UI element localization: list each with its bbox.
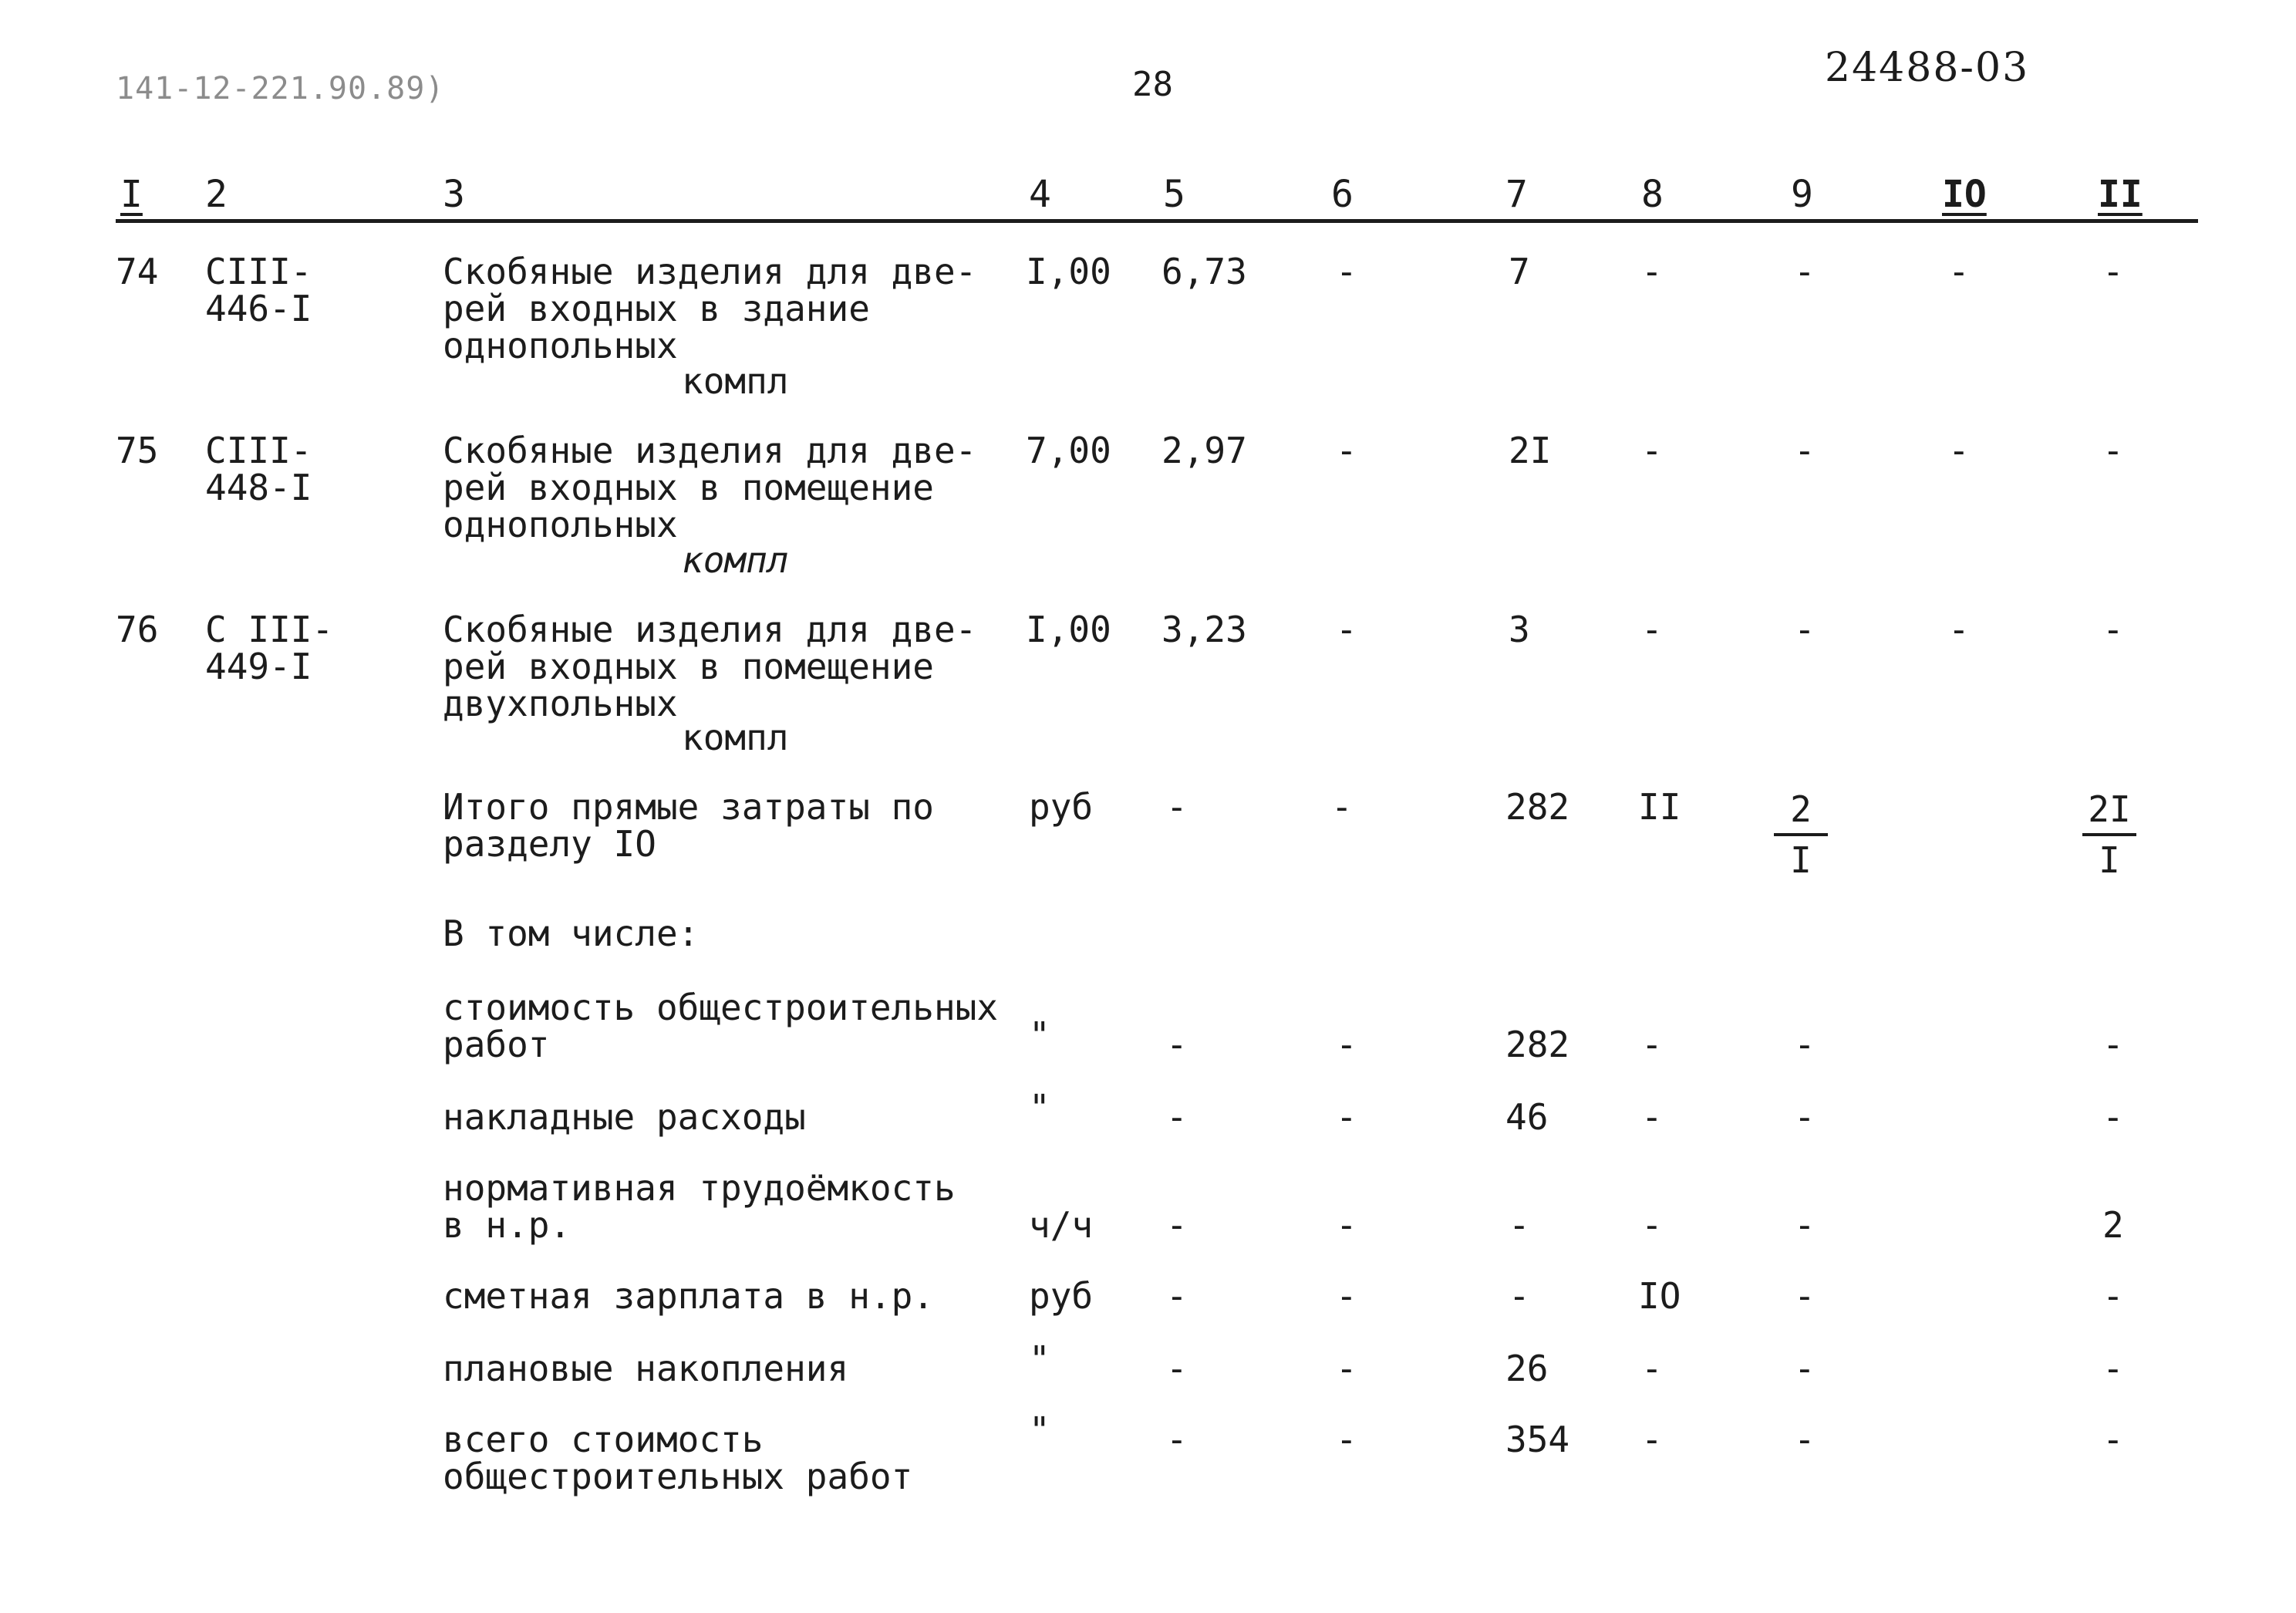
breakdown-unit: " (1029, 1338, 1050, 1380)
item-code-line: 448-I (205, 467, 312, 508)
breakdown-cost-cell: - (1509, 1204, 1530, 1246)
total-description-line: разделу IO (443, 823, 656, 865)
item-description-line: Скобяные изделия для две- (443, 430, 977, 471)
cell-col5: - (1166, 1024, 1188, 1065)
cell-col6: - (1336, 1275, 1357, 1317)
item-description-line: рей входных в помещение (443, 467, 934, 508)
cell-col10: - (1948, 251, 1970, 292)
cell-col6: - (1336, 1204, 1357, 1246)
breakdown-unit: " (1029, 1014, 1050, 1056)
column-number: 2 (205, 173, 228, 216)
cell-col9: - (1794, 1275, 1816, 1317)
cell-col9: - (1794, 1024, 1816, 1065)
total-cost-cell: 2I (1509, 430, 1552, 471)
cell-col9: - (1794, 251, 1816, 292)
fraction-col9 (1774, 785, 1828, 884)
cell-col8: IO (1638, 1275, 1681, 1317)
breakdown-description-line: плановые накопления (443, 1348, 849, 1389)
fraction-numerator: 2I (2082, 785, 2136, 836)
column-number: 5 (1163, 173, 1185, 216)
cell-col9: - (1794, 1348, 1816, 1389)
column-number: 6 (1331, 173, 1354, 216)
item-description-line: однопольных (443, 504, 678, 545)
cell-col11: - (2102, 251, 2124, 292)
item-code-line: CIII- (205, 251, 312, 292)
total-unit: руб (1029, 786, 1094, 828)
item-description-line: Скобяные изделия для две- (443, 609, 977, 650)
total-cost-cell: 7 (1509, 251, 1530, 292)
column-number: 8 (1641, 173, 1664, 216)
item-unit: компл (682, 360, 789, 402)
breakdown-cost-cell: 282 (1505, 1024, 1570, 1065)
cell-col5: - (1166, 786, 1188, 828)
including-label: В том числе: (443, 913, 700, 954)
cell-col11: 2 (2102, 1204, 2124, 1246)
breakdown-unit: руб (1029, 1275, 1094, 1317)
cell-col5: - (1166, 1348, 1188, 1389)
cell-col10: - (1948, 430, 1970, 471)
row-number: 75 (116, 430, 159, 471)
cell-col8: - (1641, 1096, 1663, 1138)
breakdown-cost-cell: 46 (1505, 1096, 1549, 1138)
cell-col6: - (1336, 609, 1357, 650)
cell-col11: - (2102, 1419, 2124, 1460)
unit-price-cell: 2,97 (1161, 430, 1247, 471)
cell-col5: - (1166, 1096, 1188, 1138)
total-cost-cell: 3 (1509, 609, 1530, 650)
breakdown-description-line: работ (443, 1024, 550, 1065)
cell-col5: - (1166, 1275, 1188, 1317)
breakdown-description-line: стоимость общестроительных (443, 987, 999, 1028)
item-description-line: рей входных в здание (443, 288, 870, 329)
cell-col8: - (1641, 1204, 1663, 1246)
breakdown-cost-cell: - (1509, 1275, 1530, 1317)
breakdown-description-line: сметная зарплата в н.р. (443, 1275, 934, 1317)
page-number: 28 (1132, 65, 1173, 104)
cell-col6: - (1336, 1024, 1357, 1065)
fraction-denominator: I (1790, 839, 1812, 881)
cell-col11: - (2102, 1275, 2124, 1317)
cell-col6: - (1331, 786, 1353, 828)
row-number: 76 (116, 609, 159, 650)
cell-col11: - (2102, 430, 2124, 471)
item-code-line: C III- (205, 609, 334, 650)
unit-price-cell: 6,73 (1161, 251, 1247, 292)
cell-col11: - (2102, 1096, 2124, 1138)
item-description-line: Скобяные изделия для две- (443, 251, 977, 292)
cell-col8: - (1641, 430, 1663, 471)
column-number: 9 (1791, 173, 1813, 216)
cell-col8: - (1641, 609, 1663, 650)
column-number: IO (1942, 173, 1987, 216)
item-unit: компл (682, 539, 789, 581)
cell-col8: - (1641, 251, 1663, 292)
cell-col10: - (1948, 609, 1970, 650)
column-number: 7 (1505, 173, 1528, 216)
quantity-cell: 7,00 (1026, 430, 1111, 471)
column-number: 3 (443, 173, 465, 216)
cell-col8: - (1641, 1024, 1663, 1065)
breakdown-description-line: в н.р. (443, 1204, 571, 1246)
item-description-line: однопольных (443, 325, 678, 366)
fraction-col11 (2082, 785, 2136, 884)
cell-col6: - (1336, 251, 1357, 292)
cell-col11: - (2102, 609, 2124, 650)
breakdown-unit: " (1029, 1409, 1050, 1451)
cell-col8: - (1641, 1419, 1663, 1460)
column-number: 4 (1029, 173, 1051, 216)
breakdown-unit: ч/ч (1029, 1204, 1094, 1246)
cell-col6: - (1336, 1096, 1357, 1138)
header-rule (116, 219, 2198, 223)
item-code-line: 446-I (205, 288, 312, 329)
quantity-cell: I,00 (1026, 609, 1111, 650)
total-cost-cell: 282 (1505, 786, 1570, 828)
cell-col9: - (1794, 430, 1816, 471)
cell-col11: - (2102, 1348, 2124, 1389)
quantity-cell: I,00 (1026, 251, 1111, 292)
cell-col5: - (1166, 1204, 1188, 1246)
item-description-line: рей входных в помещение (443, 646, 934, 687)
cell-col6: - (1336, 1419, 1357, 1460)
cell-col9: - (1794, 1204, 1816, 1246)
item-code-line: 449-I (205, 646, 312, 687)
fraction-numerator: 2 (1774, 785, 1828, 836)
item-description-line: двухпольных (443, 683, 678, 724)
breakdown-description-line: накладные расходы (443, 1096, 806, 1138)
cell-col9: - (1794, 1419, 1816, 1460)
cell-col8: - (1641, 1348, 1663, 1389)
column-number: I (120, 173, 143, 216)
item-code-line: CIII- (205, 430, 312, 471)
breakdown-cost-cell: 354 (1505, 1419, 1570, 1460)
document-code: 141-12-221.90.89) (116, 71, 445, 106)
cell-col8: II (1638, 786, 1681, 828)
row-number: 74 (116, 251, 159, 292)
breakdown-unit: " (1029, 1087, 1050, 1129)
cell-col9: - (1794, 609, 1816, 650)
breakdown-description-line: всего стоимость (443, 1419, 764, 1460)
breakdown-description-line: общестроительных работ (443, 1456, 913, 1497)
column-number: II (2098, 173, 2143, 216)
unit-price-cell: 3,23 (1161, 609, 1247, 650)
cell-col11: - (2102, 1024, 2124, 1065)
cell-col6: - (1336, 430, 1357, 471)
cell-col9: - (1794, 1096, 1816, 1138)
fraction-denominator: I (2099, 839, 2120, 881)
breakdown-cost-cell: 26 (1505, 1348, 1549, 1389)
total-description-line: Итого прямые затраты по (443, 786, 934, 828)
item-unit: компл (682, 717, 789, 758)
breakdown-description-line: нормативная трудоёмкость (443, 1167, 956, 1209)
cell-col5: - (1166, 1419, 1188, 1460)
cell-col6: - (1336, 1348, 1357, 1389)
registration-stamp: 24488-03 (1825, 45, 2030, 91)
